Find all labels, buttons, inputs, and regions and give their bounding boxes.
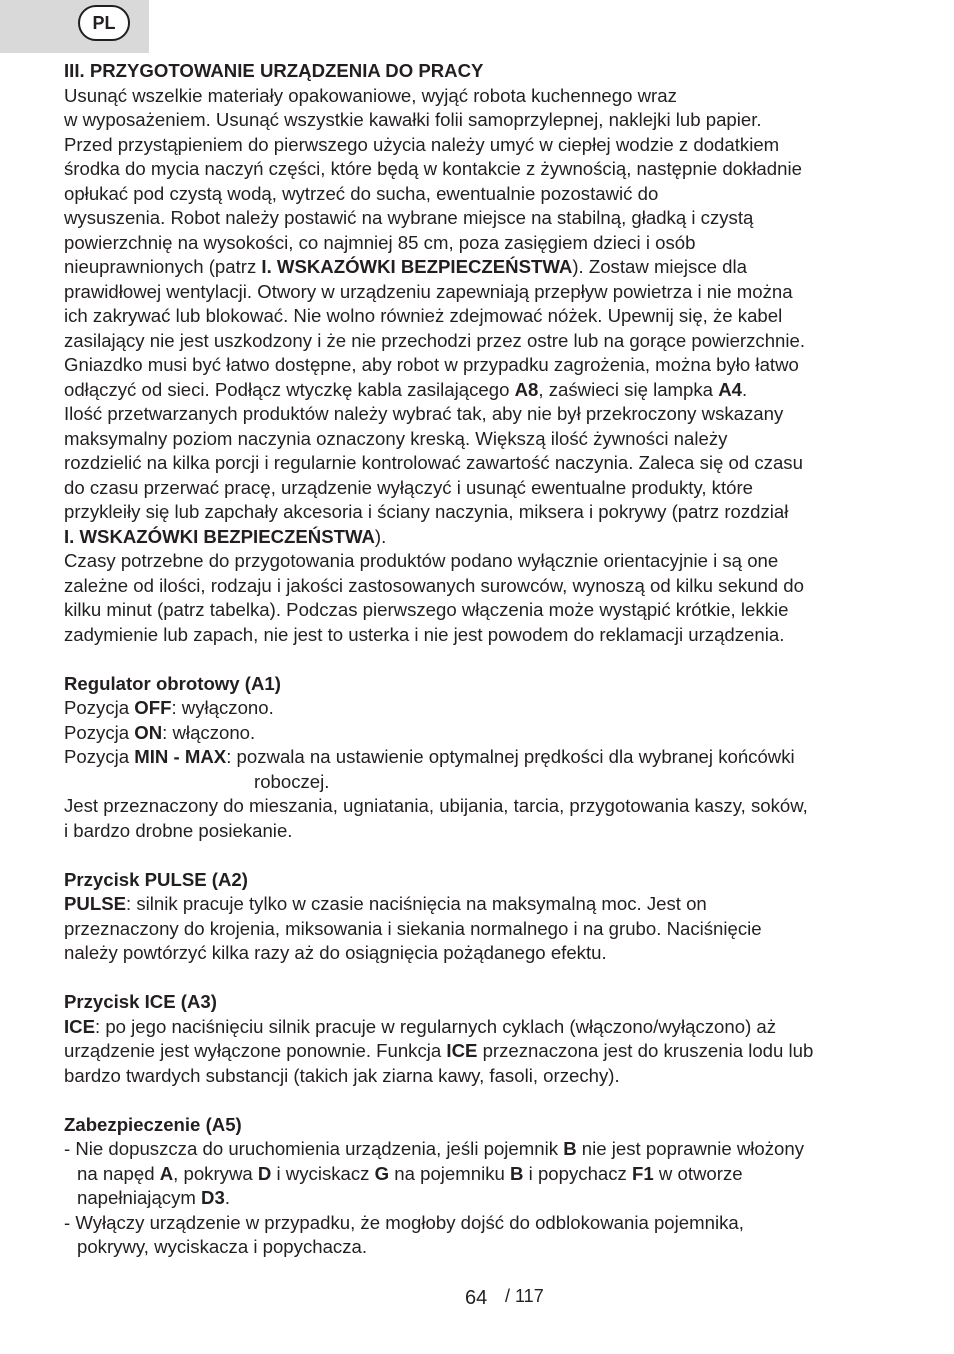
paragraph-line: odłączyć od sieci. Podłącz wtyczkę kabla zasilającego A8, zaświeci się lampka A4. (64, 378, 748, 400)
paragraph-line: maksymalny poziom naczynia oznaczony kreską. Większą ilość żywności należy (64, 427, 728, 449)
paragraph-line: PULSE: silnik pracuje tylko w czasie naciśnięcia na maksymalną moc. Jest on (64, 893, 707, 914)
page-total: / 117 (505, 1286, 544, 1306)
paragraph-line: i bardzo drobne posiekanie. (64, 819, 293, 841)
bullet-line: - Nie dopuszcza do uruchomienia urządzenia, jeśli pojemnik B nie jest poprawnie włożony (64, 1138, 805, 1159)
document-body (64, 59, 904, 1260)
regulator-heading: Regulator obrotowy (A1) (64, 672, 281, 694)
position-minmax: Pozycja MIN - MAX: pozwala na ustawienie optymalnej prędkości dla wybranej końcówki (64, 746, 795, 767)
paragraph-line: zależne od ilości, rodzaju i jakości zastosowanych surowców, wynoszą od kilku sekund do (64, 574, 804, 596)
bullet-line: pokrywy, wyciskacza i popychacza. (77, 1236, 368, 1257)
safety-heading: Zabezpieczenie (A5) (64, 1113, 242, 1135)
paragraph-line: Ilość przetwarzanych produktów należy wybrać tak, aby nie był przekroczony wskazany (64, 403, 784, 424)
pulse-heading: Przycisk PULSE (A2) (64, 868, 248, 890)
paragraph-line: bardzo twardych substancji (takich jak ziarna kawy, fasoli, orzechy). (64, 1064, 620, 1086)
paragraph-line: środka do mycia naczyń części, które będą w kontakcie z żywnością, następnie dokładnie (64, 158, 802, 179)
ice-heading: Przycisk ICE (A3) (64, 991, 217, 1012)
bullet-line: napełniającym D3. (77, 1187, 230, 1208)
paragraph-line: opłukać pod czystą wodą, wytrzeć do sucha, ewentualnie pozostawić do (64, 182, 659, 204)
position-on: Pozycja ON: włączono. (64, 721, 256, 743)
paragraph-line: do czasu przerwać pracę, urządzenie wyłączyć i usunąć ewentualne produkty, które (64, 476, 754, 498)
language-tab (0, 0, 149, 53)
paragraph-line: Usunąć wszelkie materiały opakowaniowe, wyjąć robota kuchennego wraz (64, 84, 677, 106)
language-badge: PL (78, 5, 130, 41)
paragraph-line: kilku minut (patrz tabelka). Podczas pierwszego włączenia może wystąpić krótkie, lekkie (64, 599, 789, 620)
position-off: Pozycja OFF: wyłączono. (64, 697, 274, 718)
paragraph-line: Gniazdko musi być łatwo dostępne, aby robot w przypadku zagrożenia, można było łatwo (64, 354, 799, 375)
paragraph-line: prawidłowej wentylacji. Otwory w urządzeniu zapewniają przepływ powietrza i nie można (64, 280, 793, 302)
paragraph-line: należy powtórzyć kilka razy aż do osiągnięcia pożądanego efektu. (64, 942, 607, 963)
paragraph-line: rozdzielić na kilka porcji i regularnie kontrolować zawartość naczynia. Zaleca się od czasu (64, 452, 803, 473)
paragraph-line: zasilający nie jest uszkodzony i że nie przechodzi przez ostre lub na gorące powierzchnie. (64, 329, 806, 351)
paragraph-line: ICE: po jego naciśnięciu silnik pracuje w regularnych cyklach (włączono/wyłączono) aż (64, 1015, 777, 1037)
paragraph-line: I. WSKAZÓWKI BEZPIECZEŃSTWA). (64, 525, 387, 547)
paragraph-line: ich zakrywać lub blokować. Nie wolno również zdejmować nóżek. Upewnij się, że kabel (64, 305, 783, 326)
paragraph-line: Jest przeznaczony do mieszania, ugniatania, ubijania, tarcia, przygotowania kaszy, soków, (64, 795, 808, 816)
paragraph-line: przykleiły się lub zapchały akcesoria i ściany naczynia, miksera i pokrywy (patrz rozdział (64, 501, 789, 522)
paragraph-line: w wyposażeniem. Usunąć wszystkie kawałki folii samoprzylepnej, naklejki lub papier. (64, 109, 762, 130)
bullet-line: - Wyłączy urządzenie w przypadku, że mogłoby dojść do odblokowania pojemnika, (64, 1211, 744, 1233)
paragraph-line: powierzchnię na wysokości, co najmniej 85 cm, poza zasięgiem dzieci i osób (64, 231, 696, 253)
paragraph-line: zadymienie lub zapach, nie jest to usterka i nie jest powodem do reklamacji urządzenia. (64, 623, 785, 645)
section-title: III. PRZYGOTOWANIE URZĄDZENIA DO PRACY (64, 60, 484, 81)
bullet-line: na napęd A, pokrywa D i wyciskacz G na pojemniku B i popychacz F1 w otworze (77, 1162, 743, 1184)
position-minmax-cont: roboczej. (254, 770, 330, 792)
paragraph-line: nieuprawnionych (patrz I. WSKAZÓWKI BEZPIECZEŃSTWA). Zostaw miejsce dla (64, 256, 747, 277)
paragraph-line: wysuszenia. Robot należy postawić na wybrane miejsce na stabilną, gładką i czystą (64, 207, 754, 228)
paragraph-line: Czasy potrzebne do przygotowania produktów podano wyłącznie orientacyjnie i są one (64, 550, 779, 571)
paragraph-line: Przed przystąpieniem do pierwszego użycia należy umyć w ciepłej wodzie z dodatkiem (64, 133, 780, 155)
page-number: 64 (465, 1287, 488, 1309)
paragraph-line: urządzenie jest wyłączone ponownie. Funkcja ICE przeznaczona jest do kruszenia lodu lub (64, 1040, 814, 1061)
paragraph-line: przeznaczony do krojenia, miksowania i siekania normalnego i na grubo. Naciśnięcie (64, 917, 762, 939)
